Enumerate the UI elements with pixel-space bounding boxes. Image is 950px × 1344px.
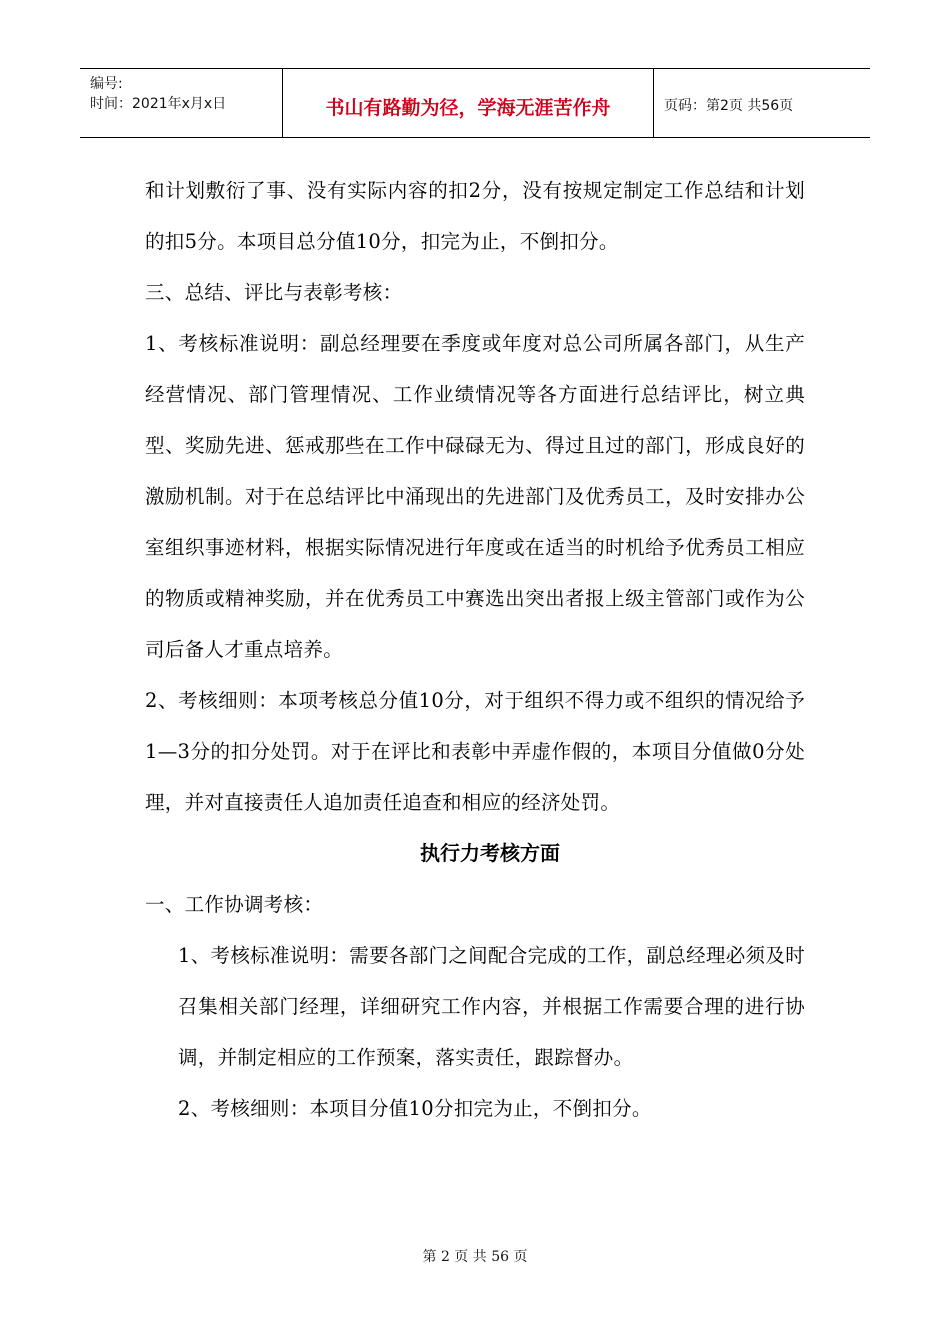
header-page-cell bbox=[654, 69, 870, 137]
paragraph-evaluation-standard: 1、考核标准说明：副总经理要在季度或年度对总公司所属各部门，从生产经营情况、部门管理情况、工作业绩情况等各方面进行总结评比，树立典型、奖励先进、惩戒那些在工作中碌碌无为、得过且过的部门，形成良好的激励机制。对于在总结评比中涌现出的先进部门及优秀员工，及时安排办公室组织事迹材料，根据实际情况进行年度或在适当的时机给予优秀员工相应的物质或精神奖励，并在优秀员工中赛选出突出者报上级主管部门或作为公司后备人才重点培养。 bbox=[145, 332, 805, 661]
heading-summary-evaluation: 三、总结、评比与表彰考核： bbox=[145, 281, 403, 304]
section-title-execution: 执行力考核方面 bbox=[420, 841, 560, 865]
paragraph-summary-scoring: 和计划敷衍了事、没有实际内容的扣2分，没有按规定制定工作总结和计划的扣5分。本项目总分值10分，扣完为止，不倒扣分。 bbox=[145, 179, 805, 253]
document-date-label: 时间：2021年x月x日 bbox=[90, 96, 227, 112]
page-footer: 第 2 页 共 56 页 bbox=[422, 1249, 528, 1265]
paragraph-coordination-standard: 1、考核标准说明：需要各部门之间配合完成的工作，副总经理必须及时召集相关部门经理，详细研究工作内容，并根据工作需要合理的进行协调，并制定相应的工作预案，落实责任，跟踪督办。 bbox=[178, 944, 805, 1069]
heading-work-coordination: 一、工作协调考核： bbox=[145, 893, 324, 916]
header-page-info: 页码：第2页 共56页 bbox=[664, 98, 794, 114]
header-motto-cell bbox=[283, 69, 654, 137]
page-header bbox=[80, 68, 870, 138]
header-motto: 书山有路勤为径，学海无涯苦作舟 bbox=[325, 97, 611, 119]
header-meta-cell bbox=[80, 69, 283, 137]
document-body bbox=[145, 165, 805, 1134]
document-number-label: 编号: bbox=[90, 76, 123, 92]
paragraph-evaluation-rules: 2、考核细则：本项考核总分值10分，对于组织不得力或不组织的情况给予1—3分的扣分处罚。对于在评比和表彰中弄虚作假的，本项目分值做0分处理，并对直接责任人追加责任追查和相应的经济处罚。 bbox=[145, 689, 805, 814]
paragraph-coordination-rules: 2、考核细则：本项目分值10分扣完为止，不倒扣分。 bbox=[178, 1097, 652, 1120]
